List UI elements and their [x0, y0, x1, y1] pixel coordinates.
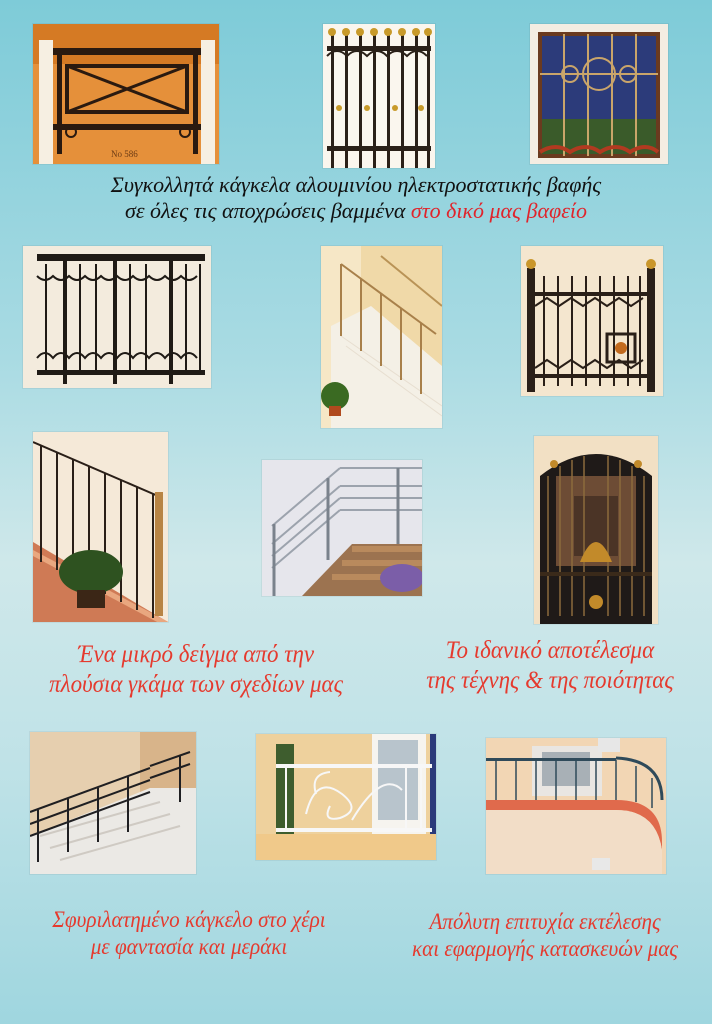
railing-photo-1 [33, 24, 219, 164]
bottom-caption-left-line1: Σφυριλατημένο κάγκελο στο χέρι [52, 907, 326, 932]
top-caption-line2-black: σε όλες τις αποχρώσεις βαμμένα [124, 197, 411, 223]
curved-balcony-photo [486, 738, 666, 874]
middle-caption-right [405, 636, 696, 695]
middle-caption-left-line1: Ένα μικρό δείγμα από την [77, 641, 315, 668]
balcony-scroll-railing-photo [256, 734, 436, 860]
steel-railing-photo [262, 460, 422, 596]
staircase-photo-1 [321, 246, 442, 428]
gate-photo-1 [521, 246, 663, 396]
top-caption-line2 [20, 198, 692, 224]
staircase-photo-2 [33, 432, 168, 622]
window-grille-photo [530, 24, 668, 164]
railing-photo-2 [323, 24, 435, 168]
top-caption [20, 172, 692, 224]
model-number-label: No 586 [111, 149, 138, 159]
railing-photo-3 [23, 246, 211, 388]
middle-caption-left-line2: πλούσια γκάμα των σχεδίων μας [49, 670, 343, 698]
top-caption-line1: Συγκολλητά κάγκελα αλουμινίου ηλεκτροστατικής βαφής [110, 172, 602, 197]
exterior-stairs-photo [30, 732, 196, 874]
bottom-caption-left-line2: με φαντασία και μεράκι [90, 934, 288, 960]
middle-caption-left [25, 640, 367, 699]
entrance-gate-photo [534, 436, 658, 624]
bottom-caption-right-line1: Απόλυτη επιτυχία εκτέλεσης [429, 909, 661, 934]
bottom-caption-right-line2: και εφαρμογής κατασκευών μας [411, 936, 678, 962]
middle-caption-right-line1: Το ιδανικό αποτέλεσμα [445, 637, 655, 664]
middle-caption-right-line2: της τέχνης & της ποιότητας [426, 666, 674, 694]
top-caption-line2-red: στο δικό μας βαφείο [410, 197, 587, 223]
bottom-caption-left [24, 906, 353, 960]
bottom-caption-right [395, 908, 695, 962]
